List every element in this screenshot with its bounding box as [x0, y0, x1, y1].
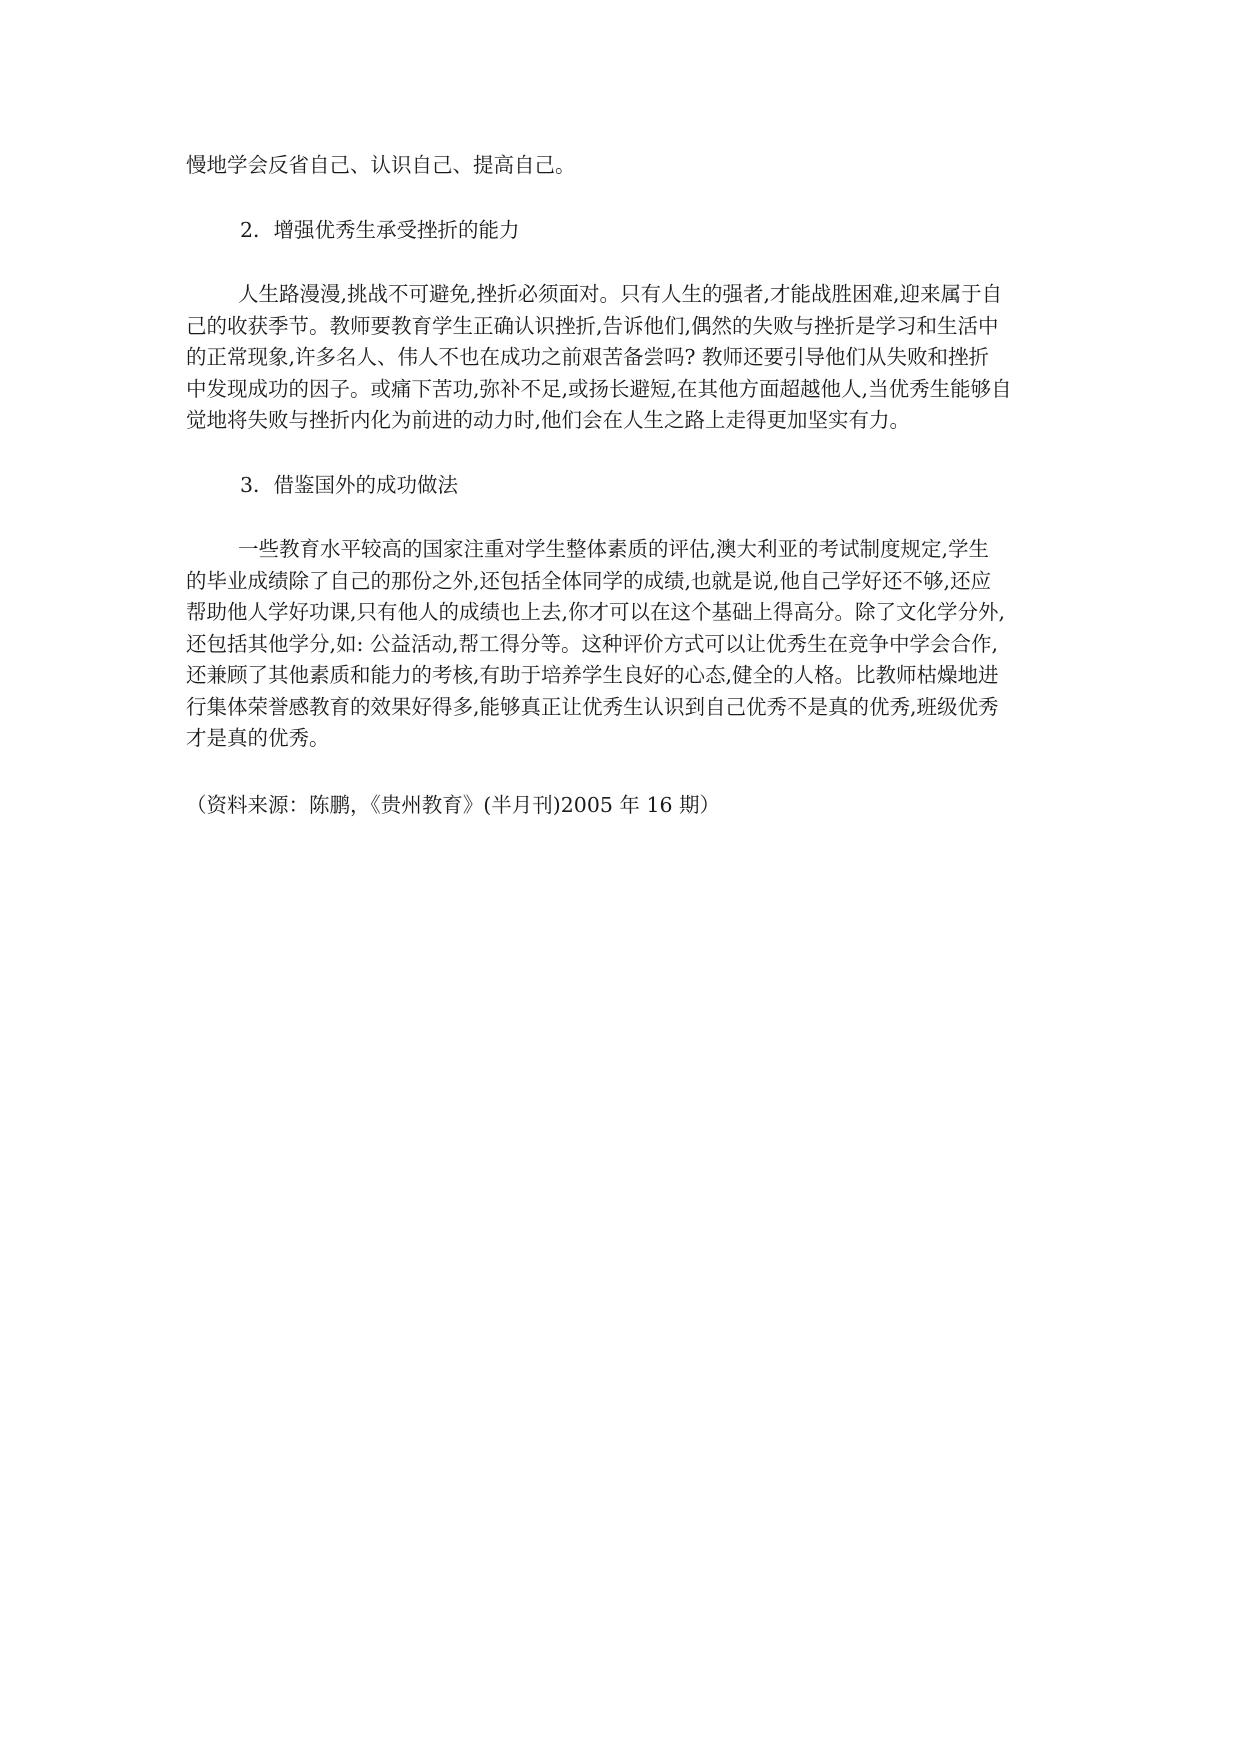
paragraph-line: 的正常现象,许多名人、伟人不也在成功之前艰苦备尝吗? 教师还要引导他们从失败和挫折 [186, 345, 990, 369]
paragraph-line: 中发现成功的因子。或痛下苦功,弥补不足,或扬长避短,在其他方面超越他人,当优秀生能够自 [186, 376, 1012, 401]
continuation-paragraph [186, 150, 1056, 182]
section-3-paragraph [186, 534, 1056, 755]
paragraph-line: 一些教育水平较高的国家注重对学生整体素质的评估,澳大利亚的考试制度规定,学生 [238, 537, 990, 561]
source-note [186, 790, 1056, 822]
section-3-heading: 3．借鉴国外的成功做法 [240, 473, 459, 497]
paragraph-line: 还包括其他学分,如: 公益活动,帮工得分等。这种评价方式可以让优秀生在竞争中学会合作, [186, 631, 998, 656]
paragraph-line: 的毕业成绩除了自己的那份之外,还包括全体同学的成绩,也就是说,他自己学好还不够,还应 [186, 568, 992, 593]
paragraph-line: 还兼顾了其他素质和能力的考核,有助于培养学生良好的心态,健全的人格。比教师枯燥地进 [186, 663, 999, 687]
paragraph-line: 觉地将失败与挫折内化为前进的动力时,他们会在人生之路上走得更加坚实有力。 [186, 408, 911, 432]
paragraph-line: 行集体荣誉感教育的效果好得多,能够真正让优秀生认识到自己优秀不是真的优秀,班级优秀 [186, 694, 999, 719]
paragraph-line: 才是真的优秀。 [186, 726, 330, 750]
section-2-paragraph [186, 279, 1056, 437]
paragraph-line: 帮助他人学好功课,只有他人的成绩也上去,你才可以在这个基础上得高分。除了文化学分外, [186, 600, 1006, 624]
section-2-heading: 2．增强优秀生承受挫折的能力 [240, 218, 520, 242]
paragraph-line: 己的收获季节。教师要教育学生正确认识挫折,告诉他们,偶然的失败与挫折是学习和生活中 [186, 313, 999, 338]
paragraph-line: 慢地学会反省自己、认识自己、提高自己。 [186, 153, 576, 177]
paragraph-line: 人生路漫漫,挑战不可避免,挫折必须面对。只有人生的强者,才能战胜困难,迎来属于自 [238, 282, 1003, 306]
source-note-text: （资料来源：陈鹏，《贵州教育》(半月刊)2005 年 16 期） [186, 793, 721, 817]
